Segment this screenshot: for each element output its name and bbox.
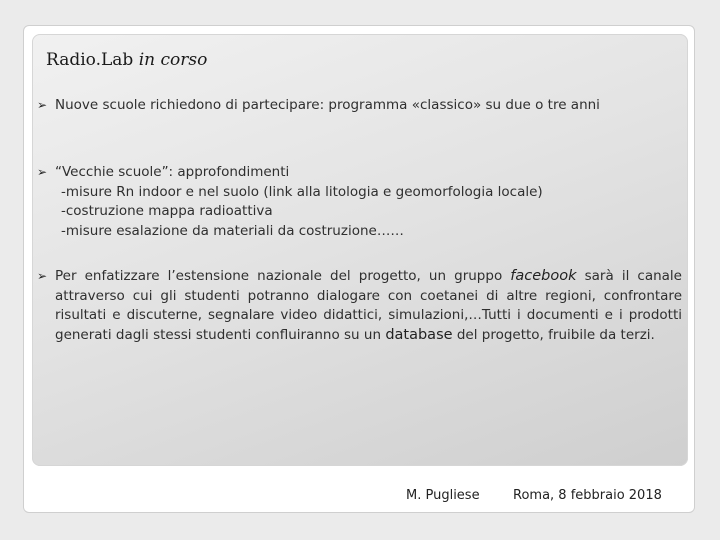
arrowhead-bullet-icon: ➢ — [37, 165, 48, 179]
arrowhead-bullet-icon: ➢ — [37, 269, 48, 283]
bullet-1-text: Nuove scuole richiedono di partecipare: programma «classico» su due o tre anni — [55, 97, 600, 113]
arrowhead-bullet-icon: ➢ — [37, 98, 48, 112]
bullet-2-sub-item: -misure esalazione da materiali da costruzione…… — [61, 222, 404, 239]
bullet-3-part3: del progetto, fruibile da terzi. — [452, 326, 655, 343]
slide-title — [46, 50, 207, 70]
footer-author: M. Pugliese — [406, 488, 480, 503]
bullet-2-sub-item: -costruzione mappa radioattiva — [61, 203, 273, 219]
title-main: Radio.Lab — [46, 50, 134, 70]
bullet-2 — [37, 163, 682, 241]
bullet-2-sub-item: -misure Rn indoor e nel suolo (link alla litologia e geomorfologia locale) — [61, 183, 543, 200]
bullet-3-part2: sarà il canale attraverso cui gli studenti potranno dialogare con coetanei di altre regioni, confrontare risultati e discuterne, segnalare video didattici, simulazioni,…Tutti i documenti e i prodotti generati dagli stessi studenti confluiranno su un — [55, 268, 682, 343]
footer-date: Roma, 8 febbraio 2018 — [513, 488, 662, 503]
facebook-emphasis: facebook — [510, 268, 577, 284]
database-emphasis: database — [385, 326, 453, 343]
bullet-3 — [37, 267, 682, 345]
bullet-1 — [37, 96, 682, 116]
title-italic: in corso — [138, 50, 208, 70]
bullet-2-text: “Vecchie scuole”: approfondimenti — [55, 164, 290, 180]
bullet-3-text — [55, 267, 682, 345]
bullet-3-part1: Per enfatizzare l’estensione nazionale del progetto, un gruppo — [55, 268, 511, 284]
